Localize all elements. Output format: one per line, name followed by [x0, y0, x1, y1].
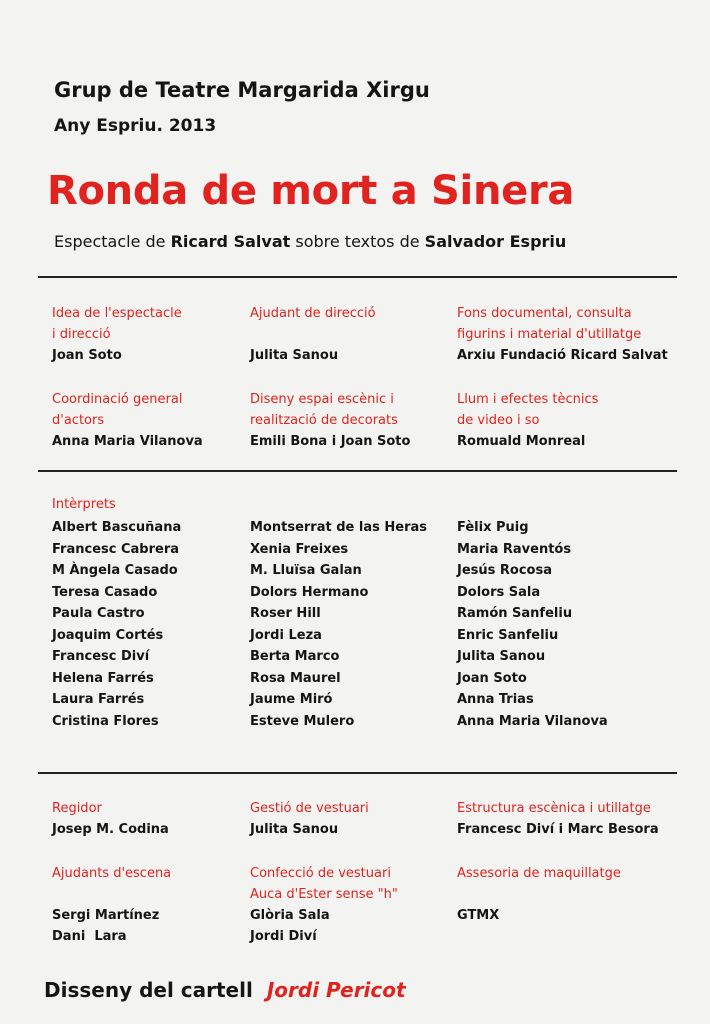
credit-value: Francesc Diví i Marc Besora	[457, 822, 659, 837]
performer-name: Dolors Sala	[457, 584, 541, 600]
subtitle-part-1: Espectacle de	[54, 232, 171, 251]
credit-stage-structure	[457, 798, 657, 840]
credit-label: Confecció de vestuari	[250, 866, 391, 881]
performer-name: Enric Sanfeliu	[457, 627, 559, 643]
performers-column-2	[250, 517, 427, 732]
poster-designer-name: Jordi Pericot	[266, 978, 406, 1002]
credit-value: Romuald Monreal	[457, 434, 586, 449]
performer-name: Esteve Mulero	[250, 713, 355, 729]
performer-name: Dolors Hermano	[250, 584, 369, 600]
credit-direction	[52, 303, 252, 366]
group-name: Grup de Teatre Margarida Xirgu	[54, 78, 430, 102]
performers-column-1	[52, 517, 181, 732]
performer-name: Jesús Rocosa	[457, 563, 552, 578]
performer-name: Roser Hill	[250, 606, 321, 621]
performer-name: Francesc Diví	[52, 649, 150, 664]
performer-name: Fèlix Puig	[457, 520, 529, 535]
performer-name: Xenia Freixes	[250, 541, 349, 557]
credit-value: Emili Bona i Joan Soto	[250, 434, 411, 449]
credit-label: d'actors	[52, 413, 105, 428]
subtitle-author-1: Ricard Salvat	[170, 232, 291, 251]
performer-name: Ramón Sanfeliu	[457, 606, 573, 621]
credit-label: Coordinació general	[52, 392, 183, 407]
credit-value: Anna Maria Vilanova	[52, 434, 203, 449]
performer-name: Montserrat de las Heras	[250, 520, 427, 535]
divider-1	[38, 276, 677, 278]
credit-stage-assistants	[52, 863, 252, 947]
credit-label: de video i so	[457, 413, 540, 428]
performer-name: Anna Trias	[457, 692, 534, 707]
credit-label: Gestió de vestuari	[250, 801, 369, 816]
poster-design-credit	[44, 978, 406, 1002]
credit-label: Ajudants d'escena	[52, 866, 172, 881]
credit-wardrobe-making	[250, 863, 450, 947]
performer-name: Paula Castro	[52, 606, 145, 621]
credit-value: Dani Lara	[52, 929, 127, 944]
play-title: Ronda de mort a Sinera	[47, 168, 575, 214]
credit-value: Joan Soto	[52, 348, 122, 363]
performer-name: Joaquim Cortés	[52, 627, 164, 643]
credit-lighting	[457, 389, 657, 452]
performer-name: Helena Farrés	[52, 670, 154, 686]
credit-label: i direcció	[52, 327, 111, 342]
performer-name: Cristina Flores	[52, 713, 159, 729]
performer-name: Laura Farrés	[52, 692, 145, 707]
play-subtitle	[54, 232, 566, 251]
credit-value: Julita Sanou	[250, 348, 339, 363]
credit-documentation	[457, 303, 668, 366]
credit-assistant-direction	[250, 303, 450, 366]
performer-name: Maria Raventós	[457, 541, 572, 557]
credit-label: Ajudant de direcció	[250, 306, 376, 321]
poster-design-label: Disseny del cartell	[44, 978, 253, 1002]
credit-label: Estructura escènica i utillatge	[457, 801, 651, 816]
credit-label: Auca d'Ester sense "h"	[250, 887, 398, 902]
credit-value: Josep M. Codina	[52, 822, 169, 837]
credit-stage-manager	[52, 798, 252, 840]
credit-label: Diseny espai escènic i	[250, 392, 394, 407]
credit-label: Assesoria de maquillatge	[457, 866, 621, 881]
credit-value: Arxiu Fundació Ricard Salvat	[457, 348, 668, 363]
credit-label: figurins i material d'utillatge	[457, 327, 642, 342]
credit-value: Jordi Diví	[250, 929, 317, 944]
performer-name: Berta Marco	[250, 649, 340, 664]
performer-name: Rosa Maurel	[250, 670, 341, 686]
credit-wardrobe-management	[250, 798, 450, 840]
performer-name: Joan Soto	[457, 670, 527, 686]
credit-label: realització de decorats	[250, 413, 398, 428]
credit-value: Glòria Sala	[250, 908, 330, 923]
divider-3	[38, 772, 677, 774]
credit-value: Sergi Martínez	[52, 908, 160, 923]
performer-name: Francesc Cabrera	[52, 541, 180, 557]
performer-name: Jordi Leza	[250, 627, 322, 643]
subtitle-part-2: sobre textos de	[290, 232, 425, 251]
divider-2	[38, 470, 677, 472]
credit-makeup	[457, 863, 657, 926]
performer-name: M Àngela Casado	[52, 563, 178, 578]
credit-label: Llum i efectes tècnics	[457, 392, 599, 407]
performer-name: M. Lluïsa Galan	[250, 563, 362, 578]
performers-column-3	[457, 517, 608, 732]
subtitle-author-2: Salvador Espriu	[424, 232, 567, 251]
credit-actor-coordination	[52, 389, 252, 452]
credit-label: Idea de l'espectacle	[52, 306, 182, 321]
credit-label: Regidor	[52, 801, 102, 816]
credit-value: GTMX	[457, 908, 500, 923]
performer-name: Jaume Miró	[250, 692, 333, 707]
performer-name: Julita Sanou	[457, 649, 546, 664]
performer-name: Albert Bascuñana	[52, 520, 182, 535]
performers-heading: Intèrprets	[52, 497, 116, 512]
performer-name: Teresa Casado	[52, 584, 158, 600]
credit-set-design	[250, 389, 450, 452]
performer-name: Anna Maria Vilanova	[457, 713, 608, 729]
credit-label: Fons documental, consulta	[457, 306, 632, 321]
year-line: Any Espriu. 2013	[54, 116, 217, 136]
credit-value: Julita Sanou	[250, 822, 339, 837]
